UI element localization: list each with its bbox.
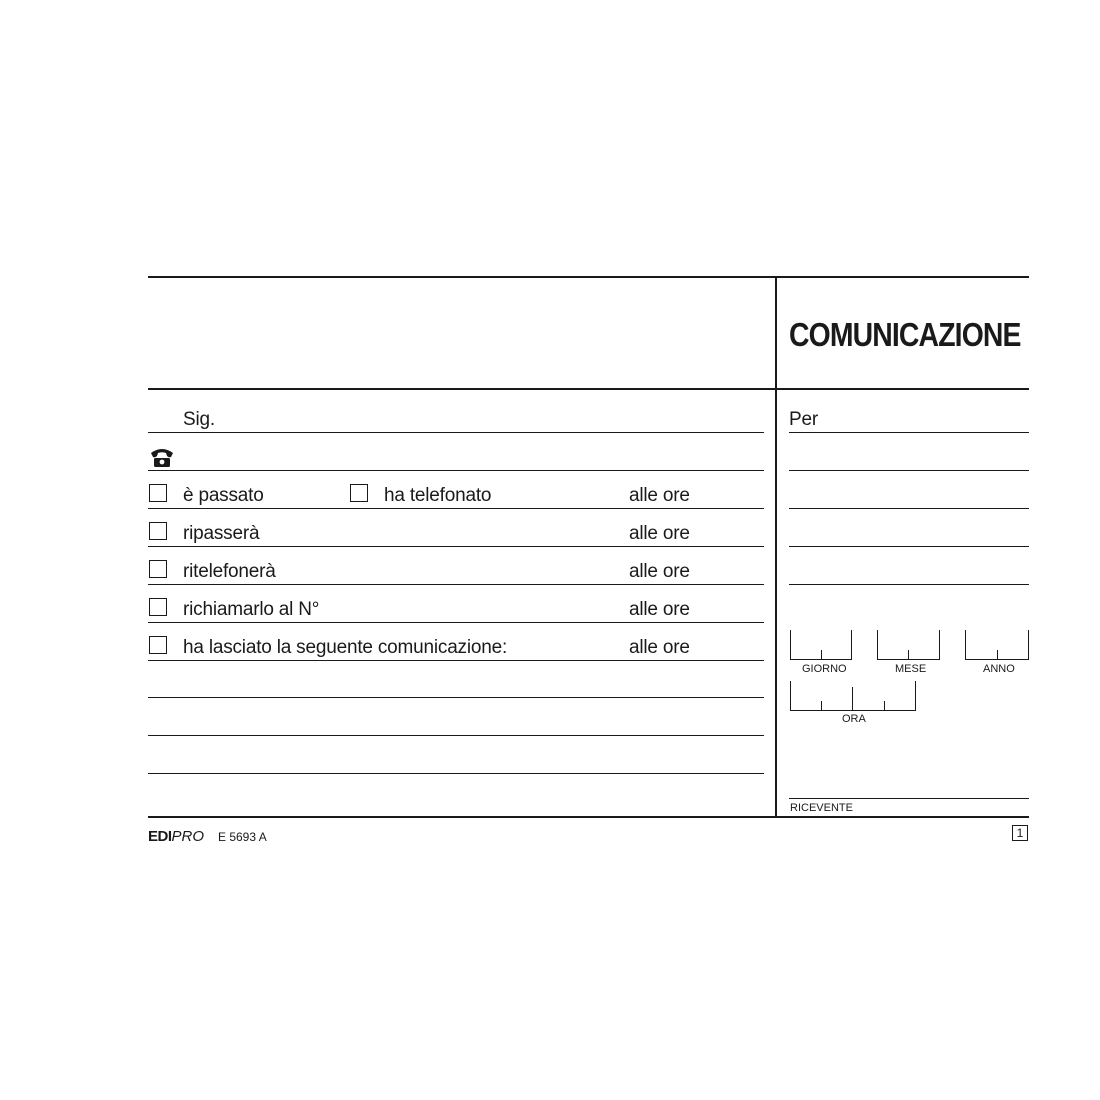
sig-line[interactable] [148, 432, 764, 433]
passato-label: è passato [183, 485, 264, 506]
anno-label: ANNO [983, 663, 1015, 675]
row-line[interactable] [148, 622, 764, 623]
per-line[interactable] [789, 470, 1029, 471]
form-vertical-divider [775, 276, 777, 817]
edipro-logo [148, 828, 204, 845]
mese-label: MESE [895, 663, 927, 675]
alle-ore-label: alle ore [629, 599, 690, 620]
per-line[interactable] [789, 584, 1029, 585]
form-code: E 5693 A [218, 830, 267, 844]
giorno-field[interactable] [790, 630, 852, 660]
ora-label: ORA [842, 713, 866, 725]
telefonato-label: ha telefonato [384, 485, 492, 506]
per-line[interactable] [789, 508, 1029, 509]
brand-pro: PRO [171, 828, 205, 845]
form-top-border [148, 276, 1029, 278]
giorno-label: GIORNO [802, 663, 847, 675]
lasciato-checkbox[interactable] [149, 636, 167, 654]
per-line[interactable] [789, 546, 1029, 547]
form-title: COMUNICAZIONE [789, 316, 1021, 353]
row-line[interactable] [148, 584, 764, 585]
telefonato-checkbox[interactable] [350, 484, 368, 502]
ritelefonera-label: ritelefonerà [183, 561, 276, 582]
passato-checkbox[interactable] [149, 484, 167, 502]
lasciato-label: ha lasciato la seguente comunicazione: [183, 637, 508, 658]
ripassera-label: ripasserà [183, 523, 260, 544]
phone-line[interactable] [148, 470, 764, 471]
message-line[interactable] [148, 735, 764, 736]
telephone-icon [149, 446, 175, 473]
per-line[interactable] [789, 432, 1029, 433]
brand-edi: EDI [148, 828, 172, 845]
ripassera-checkbox[interactable] [149, 522, 167, 540]
ricevente-line[interactable] [789, 798, 1029, 799]
alle-ore-label: alle ore [629, 485, 690, 506]
message-line[interactable] [148, 773, 764, 774]
message-line[interactable] [148, 697, 764, 698]
richiamarlo-label: richiamarlo al N° [183, 599, 320, 620]
alle-ore-label: alle ore [629, 523, 690, 544]
page-number: 1 [1012, 825, 1028, 841]
sig-label: Sig. [183, 409, 215, 430]
per-label: Per [789, 409, 818, 430]
richiamarlo-checkbox[interactable] [149, 598, 167, 616]
ora-field[interactable] [790, 681, 916, 711]
ritelefonera-checkbox[interactable] [149, 560, 167, 578]
alle-ore-label: alle ore [629, 561, 690, 582]
row-line[interactable] [148, 508, 764, 509]
form-header-divider [148, 388, 1029, 390]
row-line[interactable] [148, 546, 764, 547]
alle-ore-label: alle ore [629, 637, 690, 658]
form-bottom-border [148, 816, 1029, 818]
mese-field[interactable] [877, 630, 940, 660]
anno-field[interactable] [965, 630, 1029, 660]
row-line[interactable] [148, 660, 764, 661]
ricevente-label: RICEVENTE [790, 802, 853, 814]
